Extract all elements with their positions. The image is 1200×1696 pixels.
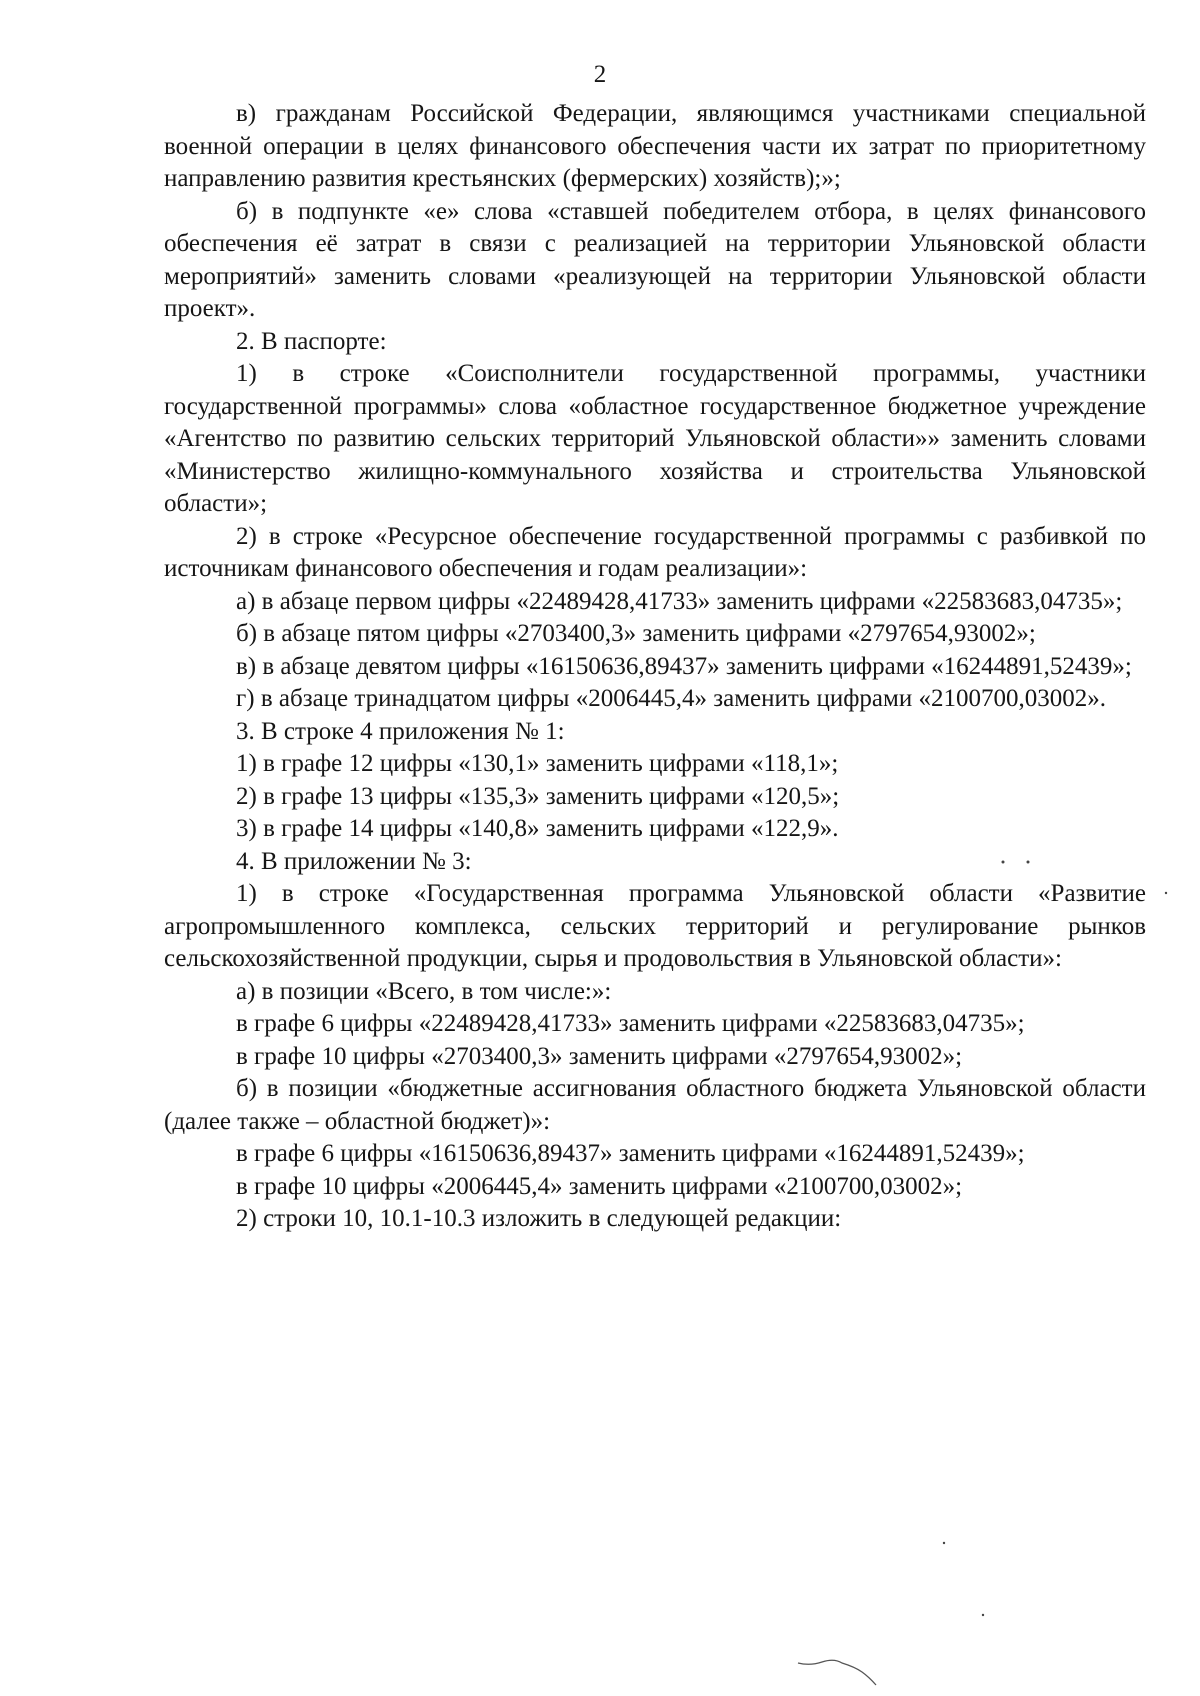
document-body (164, 98, 1146, 1236)
scan-scribble (798, 1660, 876, 1685)
paragraph: в) в абзаце девятом цифры «16150636,89437» заменить цифрами «16244891,52439»; (236, 652, 1132, 680)
paragraph: б) в подпункте «е» слова «ставшей победителем отбора, в целях финансового обеспечения её затрат в связи с реализацией на территории Ульяновской области мероприятий» заменить словами «реализующей на территории Ульяновской области проект». (164, 197, 1146, 322)
paragraph: а) в абзаце первом цифры «22489428,41733» заменить цифрами «22583683,04735»; (236, 587, 1123, 615)
paragraph: а) в позиции «Всего, в том числе:»: (236, 977, 612, 1005)
scan-dot (943, 1542, 945, 1544)
paragraph: 1) в строке «Соисполнители государственной программы, участники государственной программы» слова «областное государственное бюджетное учреждение «Агентство по развитию сельских территорий Ульяновской области»» заменить словами «Министерство жилищно-коммунального хозяйства и строительства Ульяновской области»; (164, 360, 1146, 517)
paragraph: в) гражданам Российской Федерации, являющимся участниками специальной военной операции в целях финансового обеспечения части их затрат по приоритетному направлению развития крестьянских (фермерских) хозяйств);»; (164, 100, 1146, 192)
paragraph: 4. В приложении № 3: (236, 847, 472, 875)
paragraph: в графе 6 цифры «16150636,89437» заменить цифрами «16244891,52439»; (236, 1140, 1025, 1167)
scan-dot (982, 1614, 984, 1616)
paragraph: 2) строки 10, 10.1-10.3 изложить в следующей редакции: (236, 1205, 842, 1232)
paragraph: б) в абзаце пятом цифры «2703400,3» заменить цифрами «2797654,93002»; (236, 620, 1036, 647)
paragraph: 3. В строке 4 приложения № 1: (236, 717, 565, 745)
paragraph: 1) в строке «Государственная программа Ульяновской области «Развитие агропромышленного комплекса, сельских территорий и регулирование рынков сельскохозяйственной продукции, сырья и продовольствия в Ульяновской области»: (164, 880, 1146, 972)
paragraph: 3) в графе 14 цифры «140,8» заменить цифрами «122,9». (236, 815, 839, 842)
paragraph: 1) в графе 12 цифры «130,1» заменить цифрами «118,1»; (236, 750, 839, 777)
page-number: 2 (593, 61, 607, 88)
paragraph: в графе 10 цифры «2703400,3» заменить цифрами «2797654,93002»; (236, 1042, 963, 1070)
paragraph: в графе 10 цифры «2006445,4» заменить цифрами «2100700,03002»; (236, 1172, 963, 1200)
paragraph: 2) в строке «Ресурсное обеспечение государственной программы с разбивкой по источникам финансового обеспечения и годам реализации»: (164, 522, 1146, 582)
paragraph: 2) в графе 13 цифры «135,3» заменить цифрами «120,5»; (236, 782, 840, 810)
scan-dot (1165, 892, 1167, 894)
paragraph: г) в абзаце тринадцатом цифры «2006445,4» заменить цифрами «2100700,03002». (236, 685, 1106, 712)
paragraph: 2. В паспорте: (236, 327, 387, 355)
paragraph: в графе 6 цифры «22489428,41733» заменить цифрами «22583683,04735»; (236, 1010, 1025, 1037)
paragraph: б) в позиции «бюджетные ассигнования областного бюджета Ульяновской области (далее также – областной бюджет)»: (164, 1075, 1146, 1135)
